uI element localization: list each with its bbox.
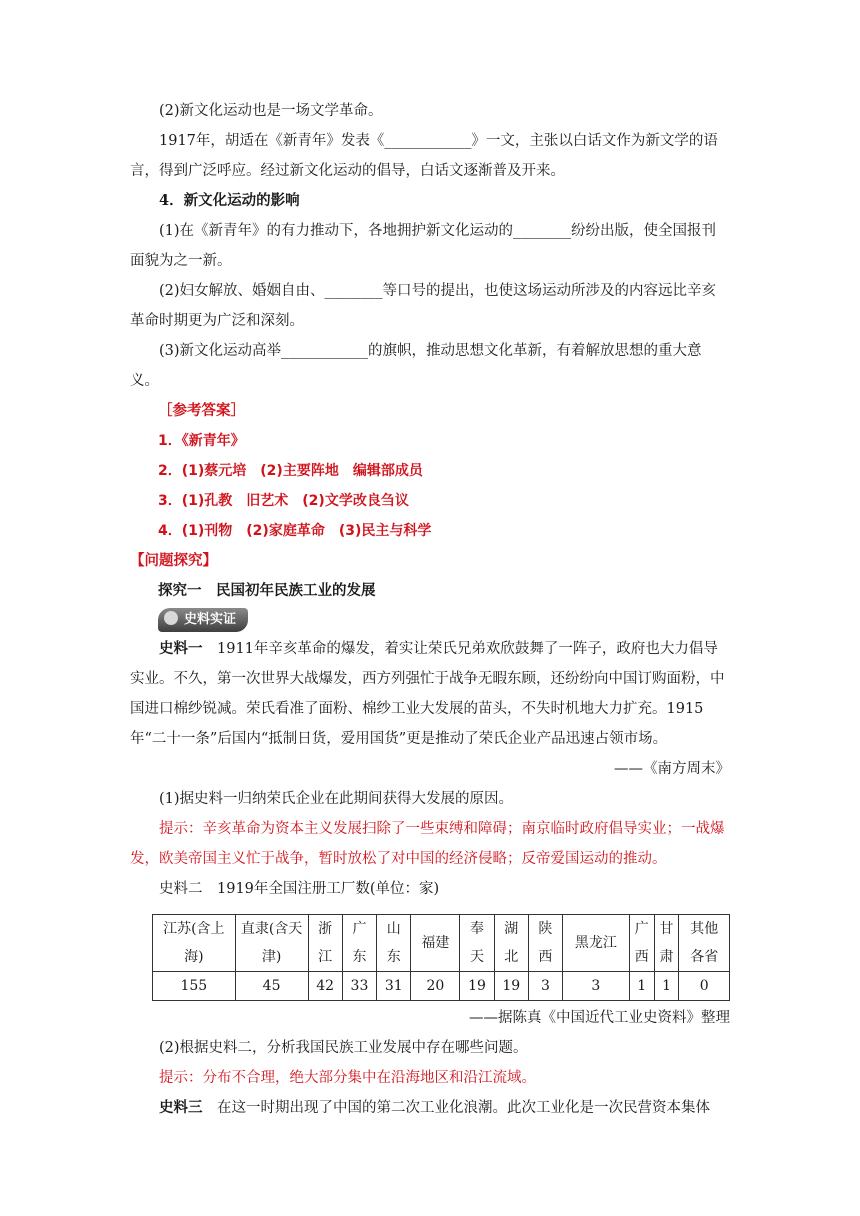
table-header-row	[153, 915, 730, 972]
answer-list	[130, 426, 730, 546]
magnifier-icon	[164, 611, 178, 625]
factory-count-table	[152, 914, 730, 1001]
table-header-cell: 浙江	[308, 915, 342, 972]
answer-heading: ［参考答案］	[158, 403, 245, 419]
paragraph: 1917年，胡适在《新青年》发表《____________》一文，主张以白话文作为新文学的语言，得到广泛呼应。经过新文化运动的倡导，白话文逐渐普及开来。	[130, 133, 718, 179]
table-header-cell: 湖北	[494, 915, 528, 972]
question-2: (2)根据史料二，分析我国民族工业发展中存在哪些问题。	[159, 1040, 528, 1056]
table-value-cell: 1	[629, 972, 654, 1001]
paragraph: (2)新文化运动也是一场文学革命。	[159, 103, 383, 119]
table-header-cell: 江苏(含上海)	[153, 915, 236, 972]
source1-paragraph: 史料一 1911年辛亥革命的爆发，着实让荣氏兄弟欢欣鼓舞了一阵子，政府也大力倡导实业。不久，第一次世界大战爆发，西方列强忙于战争无暇东顾，还纷纷向中国订购面粉，中国进口棉纱锐减。荣氏看准了面粉、棉纱工业大发展的苗头，不失时机地大力扩充。1915年“二十一条”后国内“抵制日货，爱用国货”更是推动了荣氏企业产品迅速占领市场。	[130, 640, 725, 747]
paragraph: (1)在《新青年》的有力推动下，各地拥护新文化运动的________纷纷出版，使全国报刊面貌为之一新。	[130, 223, 717, 269]
source2-title: 史料二 1919年全国注册工厂数(单位：家)	[159, 881, 440, 897]
answer-item: 2．(1)蔡元培 (2)主要阵地 编辑部成员	[158, 463, 423, 479]
table-header-cell: 山东	[377, 915, 411, 972]
table-header-cell: 甘肃	[654, 915, 679, 972]
table-value-cell: 155	[153, 972, 236, 1001]
source1-label: 史料一	[159, 640, 203, 657]
table-value-cell: 3	[562, 972, 629, 1001]
source-evidence-badge: 史料实证	[158, 608, 248, 632]
table-value-cell: 42	[308, 972, 342, 1001]
question-1: (1)据史料一归纳荣氏企业在此期间获得大发展的原因。	[159, 791, 514, 807]
table-header-cell: 直隶(含天津)	[235, 915, 308, 972]
hint-2: 提示：分布不合理，绝大部分集中在沿海地区和沿江流域。	[159, 1070, 536, 1086]
inquiry-title: 探究一 民国初年民族工业的发展	[158, 582, 376, 599]
table-value-cell: 33	[342, 972, 376, 1001]
table-value-cell: 3	[528, 972, 562, 1001]
source3-label: 史料三	[159, 1099, 203, 1116]
section-title: 【问题探究】	[130, 553, 217, 569]
document-page	[130, 96, 730, 1123]
table-value-cell: 20	[411, 972, 460, 1001]
table-value-cell: 0	[679, 972, 730, 1001]
table-header-cell: 其他各省	[679, 915, 730, 972]
table-header-cell: 奉天	[460, 915, 494, 972]
table-value-cell: 1	[654, 972, 679, 1001]
answer-item: 3．(1)孔教 旧艺术 (2)文学改良刍议	[158, 493, 409, 509]
table-header-cell: 广西	[629, 915, 654, 972]
table-header-cell: 广东	[342, 915, 376, 972]
table-value-cell: 31	[377, 972, 411, 1001]
hint-1: 提示：辛亥革命为资本主义发展扫除了一些束缚和障碍；南京临时政府倡导实业；一战爆发，欧美帝国主义忙于战争，暂时放松了对中国的经济侵略；反帝爱国运动的推动。	[130, 821, 725, 867]
paragraph: 4．新文化运动的影响	[159, 192, 300, 209]
table-header-cell: 黑龙江	[562, 915, 629, 972]
table-header-cell: 陕西	[528, 915, 562, 972]
intro-paragraphs	[130, 96, 730, 396]
table-value-cell: 19	[494, 972, 528, 1001]
table-citation: ——据陈真《中国近代工业史资料》整理	[469, 1010, 730, 1026]
table-value-cell: 45	[235, 972, 308, 1001]
table-value-cell: 19	[460, 972, 494, 1001]
table-value-row	[153, 972, 730, 1001]
paragraph: (3)新文化运动高举____________的旗帜，推动思想文化革新，有着解放思想的重大意义。	[130, 343, 702, 389]
source3-paragraph: 史料三 在这一时期出现了中国的第二次工业化浪潮。此次工业化是一次民营资本集体	[159, 1099, 710, 1116]
answer-item: 1．《新青年》	[158, 433, 245, 449]
answer-item: 4．(1)刊物 (2)家庭革命 (3)民主与科学	[158, 523, 432, 539]
paragraph: (2)妇女解放、婚姻自由、________等口号的提出，也使这场运动所涉及的内容远比辛亥革命时期更为广泛和深刻。	[130, 283, 717, 329]
source1-citation: ——《南方周末》	[614, 761, 730, 777]
table-header-cell: 福建	[411, 915, 460, 972]
